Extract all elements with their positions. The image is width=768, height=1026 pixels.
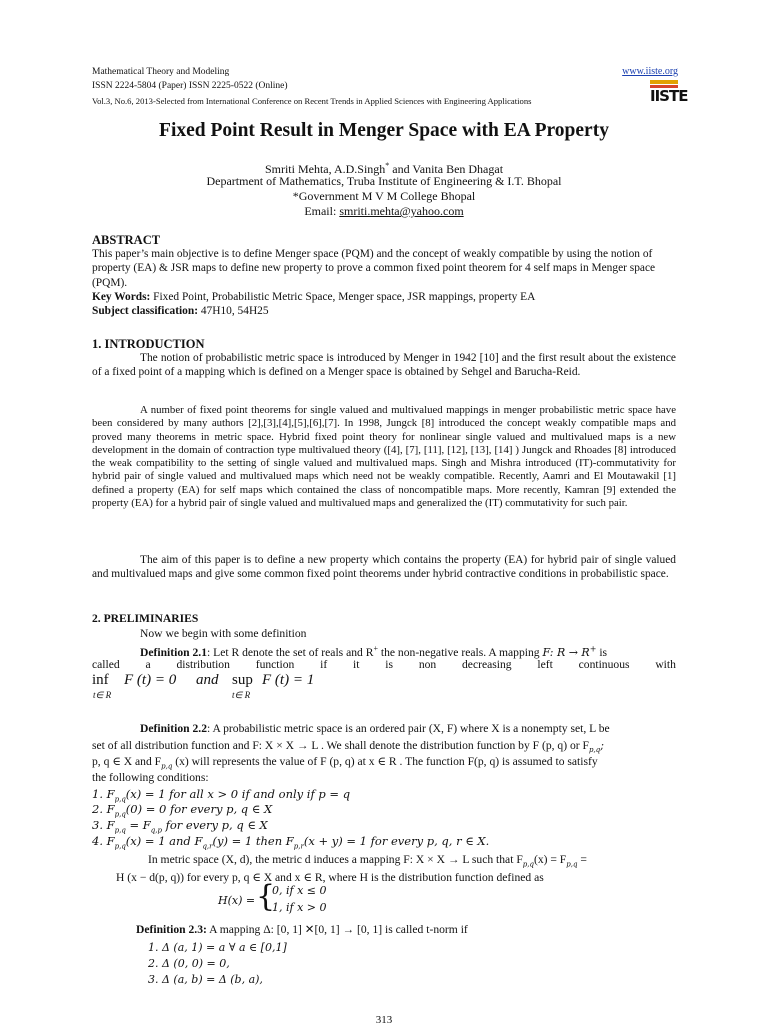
def-2-2-text-3b: (x) will represents the value of F (p, q) at x ∈ R . The function F(p, q) is assumed to satisfy — [172, 755, 598, 768]
inf-operator: inf — [92, 672, 109, 688]
subject-text: 47H10, 54H25 — [198, 305, 269, 318]
def-2-2-text-3: p, q ∈ X and F — [92, 755, 162, 768]
def-2-2-label: Definition 2.2 — [140, 722, 207, 735]
def-2-1-wide-line — [92, 658, 676, 672]
sup-expression: F (t) = 1 — [262, 672, 315, 688]
issn-line: ISSN 2224-5804 (Paper) ISSN 2225-0522 (Online) — [92, 81, 288, 91]
and-word: and — [196, 672, 219, 688]
def-2-2-text-1: : A probabilistic metric space is an ordered pair (X, F) where X is a nonempty set, L be — [207, 722, 610, 735]
page-number: 313 — [375, 1014, 393, 1026]
intro-paragraph-3-text: The aim of this paper is to define a new property which contains the property (EA) for hybrid pair of single valued and multivalued maps and give some common fixed point theorems under hybrid contractive conditions in probabilistic space. — [92, 554, 676, 581]
def-2-1-text-c: is — [596, 645, 608, 659]
def-2-1-line: Definition 2.1: Let R denote the set of reals and R+ the non-negative reals. A mapping F: R → R+ is — [140, 644, 608, 659]
h-case-2: 1, if x > 0 — [272, 901, 327, 914]
metric-line-2: H (x − d(p, q)) for every p, q ∈ X and x ∈ R, where H is the distribution function defined as — [116, 871, 544, 884]
h-function-label: H(x) = — [218, 894, 256, 907]
introduction-section — [92, 337, 676, 380]
condition-2: 2. $F_{p,q}(0) = 0$ for every p, q ∈ X — [92, 802, 273, 819]
def-2-3-text: A mapping Δ: [0, 1] ✕[0, 1] → [0, 1] is called t-norm if — [206, 923, 468, 936]
email-line — [0, 204, 768, 220]
tnorm-item-3: 3. Δ (a, b) = Δ (b, a), — [148, 973, 263, 986]
def-2-1-word: continuous — [578, 658, 630, 671]
subject-line — [92, 304, 676, 318]
h-case-1: 0, if x ≤ 0 — [272, 884, 327, 897]
prelim-heading: 2. PRELIMINARIES — [92, 612, 199, 625]
journal-url-link[interactable]: www.iiste.org — [622, 66, 678, 77]
def-2-2-line-2: set of all distribution function and F: X × X → L . We shall denote the distribution function by F (p, q) or $F_{p,q}$; — [92, 739, 604, 755]
subject-label: Subject classification: — [92, 305, 198, 318]
def-2-1-word: non — [418, 658, 437, 671]
paper-title: Fixed Point Result in Menger Space with EA Property — [159, 120, 609, 141]
keywords-line — [92, 290, 676, 304]
affiliation-1: Department of Mathematics, Truba Institute of Engineering & I.T. Bhopal — [206, 174, 562, 188]
iiste-logo — [650, 80, 688, 105]
def-2-1-word: decreasing — [462, 658, 512, 671]
case-brace: { — [256, 879, 276, 914]
def-2-1-word: a — [145, 658, 151, 671]
abstract-heading: ABSTRACT — [92, 233, 161, 247]
tnorm-item-2: 2. Δ (0, 0) = 0, — [148, 957, 230, 970]
author-names-tail: and Vanita Ben Dhagat — [389, 162, 504, 176]
inf-expression: F (t) = 0 — [124, 672, 177, 688]
email-link[interactable]: smriti.mehta@yahoo.com — [339, 204, 464, 218]
volume-line: Vol.3, No.6, 2013-Selected from International Conference on Recent Trends in Applied Sciences with Engineering Applications — [92, 96, 532, 106]
logo-text: IISTE — [650, 87, 688, 105]
def-2-3-line — [136, 923, 720, 937]
keywords-label: Key Words: — [92, 290, 151, 303]
def-2-1-text-a: : Let R denote the set of reals and R — [207, 645, 374, 659]
intro-heading: 1. INTRODUCTION — [92, 337, 205, 351]
intro-paragraph-2-text: A number of fixed point theorems for single valued and multivalued mappings in menger probabilistic metric space have been considered by many authors [2],[3],[4],[5],[6],[7]. In 1998, Jungck [8] introduced the concept weakly compatible maps and proved many theorems in metric space. Hybrid fixed point theory for nonlinear single valued and multivalued maps is a new development in the domain of contraction type multivalued theory ([4], [7], [11], [12], [13], [14] ) Jungck and Rhoades [8] introduced the weak compatibility to the setting of single valued and multivalued maps. Singh and Mishra introduced (IT)-commutativity for hybrid pair of single valued and multivalued maps which need not be weakly compatible. Recently, Aamri and El Moutawakil [1] defined a property (EA) for self maps which contained the class of noncompatible maps. More recently, Kamran [9] extended the property (EA) for a hybrid pair of single valued and multivalued maps and generalized the (IT) commutativity for such pair. — [92, 404, 676, 510]
def-2-1-word: if — [320, 658, 328, 671]
intro-paragraph-1: The notion of probabilistic metric space is introduced by Menger in 1942 [10] and the first result about the existence of a fixed point of a mapping which is defined on a Menger space is obtained by Sehgel and Barucha-Reid. — [92, 352, 676, 379]
tnorm-item-1: 1. Δ (a, 1) = a ∀ a ∈ [0,1] — [148, 941, 287, 954]
intro-paragraph-2 — [92, 404, 676, 510]
def-2-2-line-4: the following conditions: — [92, 771, 209, 784]
def-2-1-text-b: the non-negative reals. A mapping — [377, 645, 543, 659]
def-2-2-line-3: p, q ∈ X and $F_{p,q}$ (x) will represents the value of F (p, q) at x ∈ R . The function F(p, q) is assumed to satisfy — [92, 755, 598, 771]
metric-line-1: In metric space (X, d), the metric d induces a mapping F: X × X → L such that $F_{p,q}(x) = F_{p,q}$ = — [148, 853, 587, 869]
prelim-intro: Now we begin with some definition — [140, 627, 307, 640]
def-2-1-label: Definition 2.1 — [140, 645, 207, 659]
def-2-1-word: function — [255, 658, 295, 671]
keywords-text: Fixed Point, Probabilistic Metric Space, Menger space, JSR mappings, property EA — [150, 290, 536, 303]
condition-3: 3. $F_{p,q} = F_{q,p}$ for every p, q ∈ X — [92, 818, 268, 835]
affiliation-2: *Government M V M College Bhopal — [292, 189, 476, 203]
journal-name: Mathematical Theory and Modeling — [92, 67, 230, 77]
abstract-text: This paper’s main objective is to define Menger space (PQM) and the concept of weakly compatible by using the notion of property (EA) & JSR maps to define new property to prove a common fixed point theorem for 4 self maps in Menger space (PQM). — [92, 248, 656, 289]
intro-paragraph-3 — [92, 553, 676, 581]
def-2-1-word: it — [353, 658, 360, 671]
condition-4: 4. $F_{p,q}(x) = 1$ and $F_{q,r}(y) = 1$ then $F_{p,r}(x + y) = 1$ for every p, q, r ∈ X. — [92, 834, 490, 851]
author-names: Smriti Mehta, A.D.Singh — [264, 162, 386, 176]
def-2-2-line-1 — [140, 722, 724, 736]
inf-subscript: t∈ R — [93, 690, 112, 700]
def-2-2-text-2: set of all distribution function and F: X × X → L . We shall denote the distribution function by F (p, q) or F — [92, 739, 589, 752]
abstract-section — [92, 233, 676, 318]
condition-1: 1. $F_{p,q}(x) = 1$ for all x > 0 if and only if p = q — [92, 787, 351, 804]
author-star: * — [385, 161, 390, 170]
def-2-3-label: Definition 2.3: — [136, 923, 207, 936]
def-2-1-word: with — [655, 658, 676, 671]
sup-subscript: t∈ R — [232, 690, 251, 700]
def-2-1-word: called — [92, 658, 120, 671]
def-2-1-word: distribution — [176, 658, 230, 671]
def-2-1-word: is — [385, 658, 394, 671]
email-label: Email: — [304, 204, 340, 218]
sup-operator: sup — [232, 672, 253, 688]
def-2-1-word: left — [537, 658, 553, 671]
